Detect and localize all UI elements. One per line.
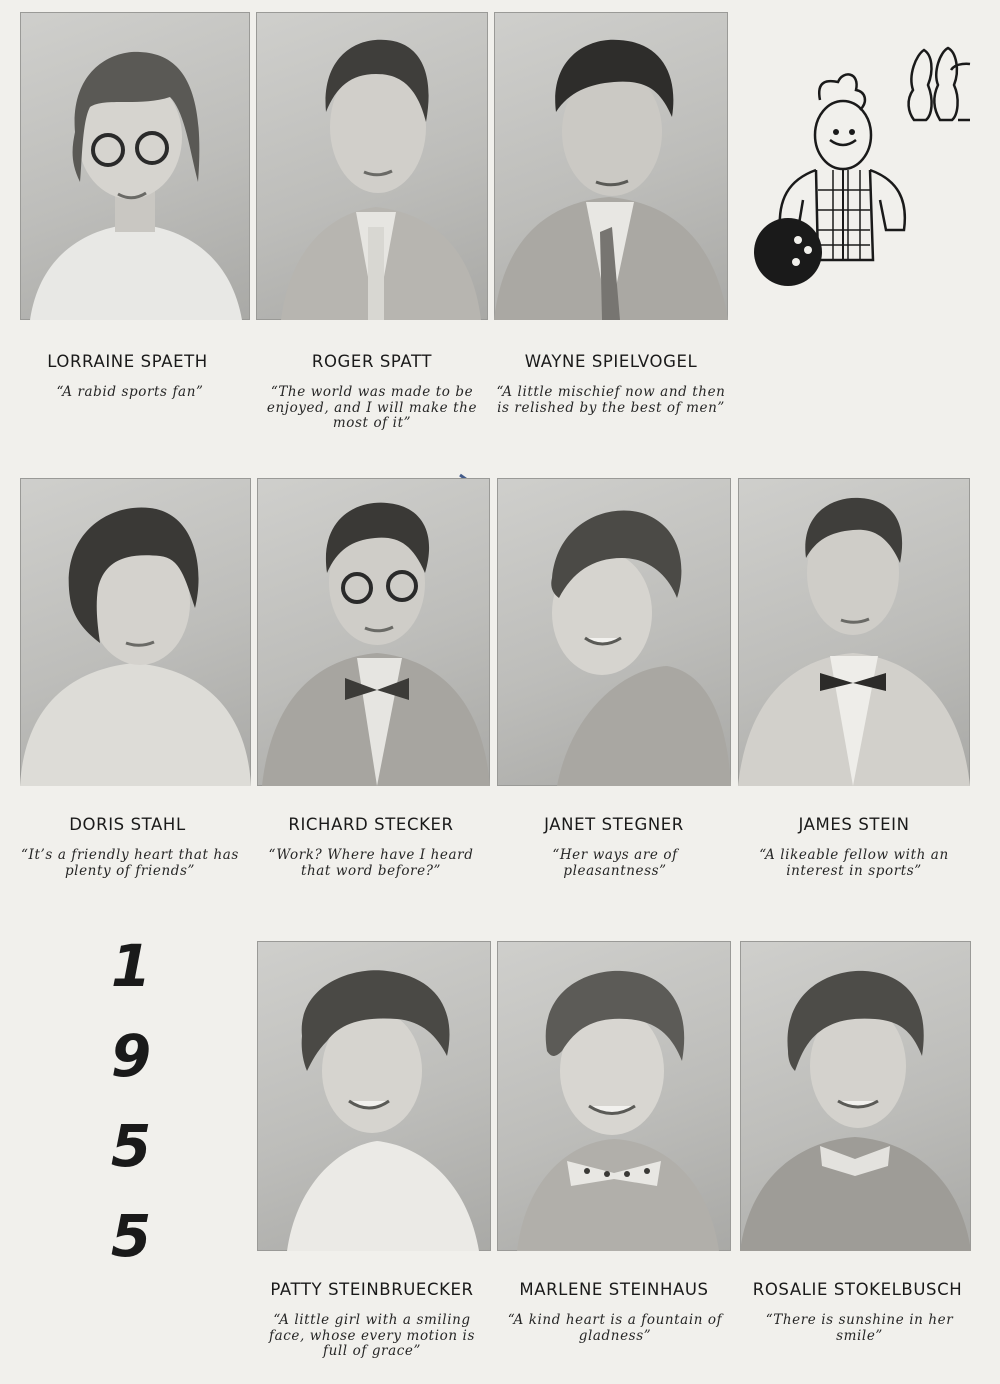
student-quote: “There is sunshine in her smile” bbox=[765, 1312, 954, 1344]
portrait-richard-stecker bbox=[257, 478, 490, 786]
student-quote: “The world was made to be enjoyed, and I will make the most of it” bbox=[266, 384, 478, 431]
student-name: JANET STEGNER bbox=[544, 815, 684, 834]
bowling-boy-illustration bbox=[748, 40, 980, 300]
portrait-janet-stegner bbox=[497, 478, 731, 786]
portrait-marlene-steinhaus bbox=[497, 941, 731, 1251]
student-quote: “Work? Where have I heard that word before?” bbox=[268, 847, 474, 879]
student-quote: “A little girl with a smiling face, whose every motion is full of grace” bbox=[269, 1312, 475, 1359]
year-digit: 1 bbox=[110, 932, 152, 1000]
student-quote: “Her ways are of pleasantness” bbox=[552, 847, 678, 879]
student-name: DORIS STAHL bbox=[69, 815, 186, 834]
year-digit: 5 bbox=[110, 1202, 152, 1270]
student-quote: “It’s a friendly heart that has plenty of friends” bbox=[21, 847, 239, 879]
student-name: WAYNE SPIELVOGEL bbox=[524, 352, 698, 371]
portrait-wayne-spielvogel bbox=[494, 12, 728, 320]
student-quote: “A rabid sports fan” bbox=[56, 384, 204, 400]
student-name: LORRAINE SPAETH bbox=[47, 352, 208, 371]
student-name: JAMES STEIN bbox=[798, 815, 910, 834]
portrait-patty-steinbruecker bbox=[257, 941, 491, 1251]
student-name: ROSALIE STOKELBUSCH bbox=[752, 1280, 963, 1299]
portrait-doris-stahl bbox=[20, 478, 251, 786]
student-name: RICHARD STECKER bbox=[288, 815, 454, 834]
portrait-lorraine-spaeth bbox=[20, 12, 250, 320]
student-quote: “A likeable fellow with an interest in sports” bbox=[759, 847, 949, 879]
portrait-roger-spatt bbox=[256, 12, 488, 320]
student-name: MARLENE STEINHAUS bbox=[519, 1280, 709, 1299]
portrait-rosalie-stokelbusch bbox=[740, 941, 971, 1251]
student-quote: “A little mischief now and then is relished by the best of men” bbox=[496, 384, 726, 416]
student-quote: “A kind heart is a fountain of gladness” bbox=[507, 1312, 723, 1344]
student-name: PATTY STEINBRUECKER bbox=[270, 1280, 474, 1299]
year-digit: 9 bbox=[110, 1022, 152, 1090]
student-name: ROGER SPATT bbox=[311, 352, 433, 371]
year-digit: 5 bbox=[110, 1112, 152, 1180]
portrait-james-stein bbox=[738, 478, 970, 786]
